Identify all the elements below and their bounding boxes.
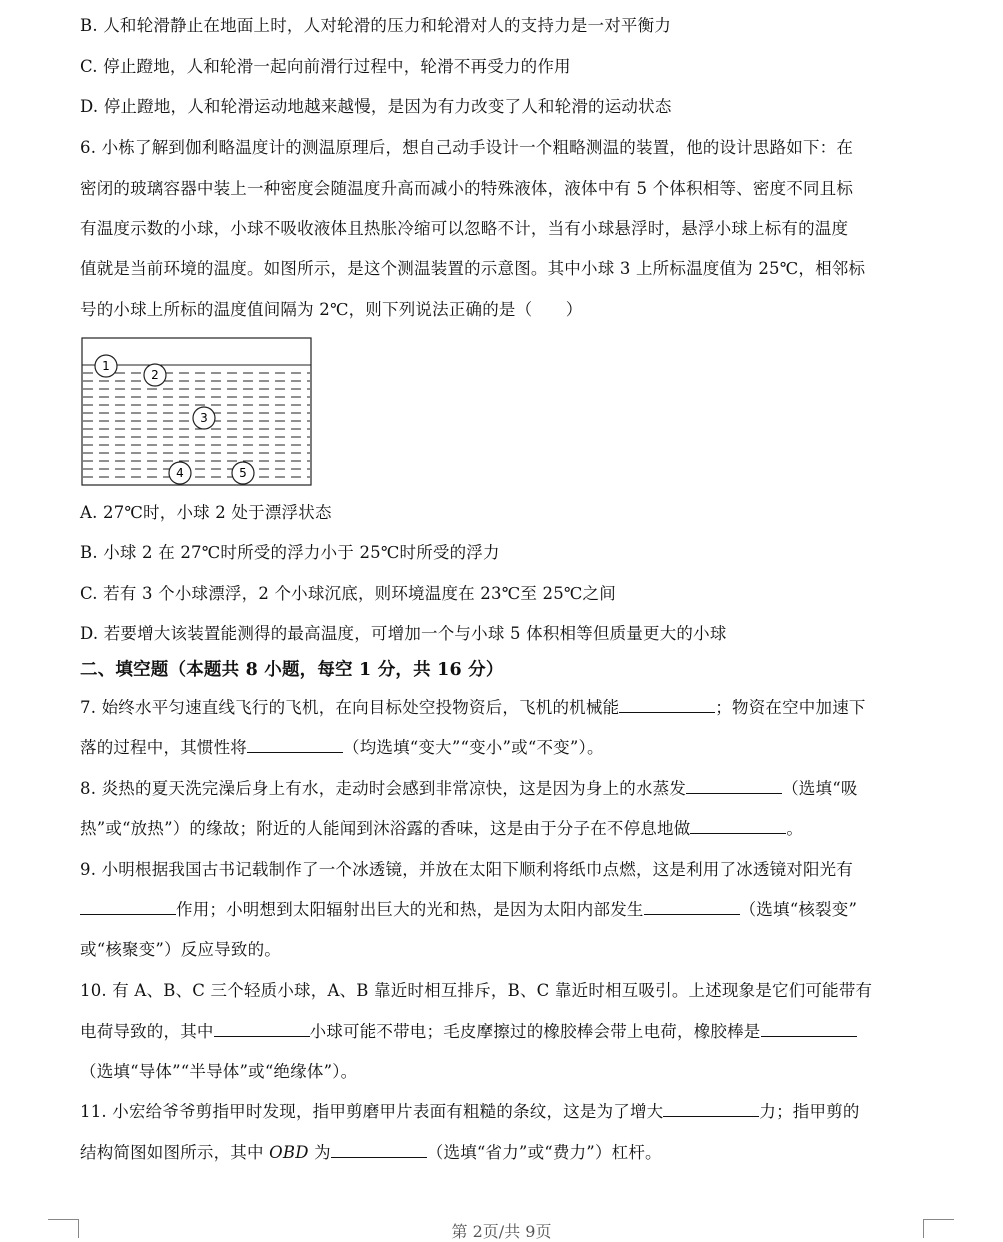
answer-blank[interactable]	[644, 900, 740, 915]
answer-blank[interactable]	[690, 819, 786, 834]
q7-text-c: 落的过程中，其惯性将	[80, 738, 247, 757]
q9-line-3: 或“核聚变”）反应导致的。	[80, 940, 281, 959]
q11-text-a: 11. 小宏给爷爷剪指甲时发现，指甲剪磨甲片表面有粗糙的条纹，这是为了增大	[80, 1102, 664, 1121]
page-footer: 第 2页/共 9页	[451, 1222, 552, 1241]
q10-line-3: （选填“导体”“半导体”或“绝缘体”）。	[80, 1062, 358, 1081]
q7-line-1	[80, 698, 866, 718]
option-d-q5: D. 停止蹬地，人和轮滑运动地越来越慢，是因为有力改变了人和轮滑的运动状态	[80, 97, 672, 116]
q10-text-c: 小球可能不带电；毛皮摩擦过的橡胶棒会带上电荷，橡胶棒是	[309, 1022, 761, 1041]
q6-option-b: B. 小球 2 在 27℃时所受的浮力小于 25℃时所受的浮力	[80, 543, 500, 562]
q7-text-a: 7. 始终水平匀速直线飞行的飞机，在向目标处空投物资后，飞机的机械能	[80, 698, 620, 717]
ball-3-label: 3	[200, 411, 208, 425]
answer-blank[interactable]	[663, 1102, 759, 1117]
q9-line-1: 9. 小明根据我国古书记载制作了一个冰透镜，并放在太阳下顺利将纸巾点燃，这是利用了冰透镜对阳光有	[80, 860, 854, 879]
q11-line-2	[80, 1143, 662, 1163]
ball-4	[169, 462, 191, 484]
q7-text-b: ；物资在空中加速下	[715, 698, 866, 717]
q10-line-2	[80, 1022, 857, 1042]
q9-text-b: 作用；小明想到太阳辐射出巨大的光和热，是因为太阳内部发生	[176, 900, 644, 919]
q6-stem-line-4: 值就是当前环境的温度。如图所示，是这个测温装置的示意图。其中小球 3 上所标温度值为 25℃，相邻标	[80, 259, 866, 278]
ball-1	[95, 355, 117, 377]
q10-line-1: 10. 有 A、B、C 三个轻质小球，A、B 靠近时相互排斥，B、C 靠近时相互吸引。上述现象是它们可能带有	[80, 981, 873, 1000]
thermometer-figure	[81, 337, 313, 487]
answer-blank[interactable]	[761, 1022, 857, 1037]
q6-option-a: A. 27℃时，小球 2 处于漂浮状态	[80, 503, 332, 522]
q9-line-2	[80, 900, 857, 920]
ball-2	[144, 364, 166, 386]
answer-blank[interactable]	[619, 698, 715, 713]
q6-stem-line-3: 有温度示数的小球，小球不吸收液体且热胀冷缩可以忽略不计，当有小球悬浮时，悬浮小球上标有的温度	[80, 219, 849, 238]
q9-text-c: （选填“核裂变”	[739, 900, 858, 919]
q6-stem-line-1: 6. 小栋了解到伽利略温度计的测温原理后，想自己动手设计一个粗略测温的装置，他的设计思路如下：在	[80, 138, 854, 157]
q8-text-b: （选填“吸	[782, 779, 858, 798]
q11-text-e: （选填“省力”或“费力”）杠杆。	[426, 1143, 662, 1162]
q11-obd: OBD	[269, 1143, 309, 1162]
ball-1-label: 1	[102, 359, 110, 373]
option-c-q5: C. 停止蹬地，人和轮滑一起向前滑行过程中，轮滑不再受力的作用	[80, 57, 571, 76]
answer-blank[interactable]	[214, 1022, 310, 1037]
q6-option-c: C. 若有 3 个小球漂浮，2 个小球沉底，则环境温度在 23℃至 25℃之间	[80, 584, 616, 603]
answer-blank[interactable]	[247, 738, 343, 753]
q8-line-2	[80, 819, 803, 839]
q6-option-d: D. 若要增大该装置能测得的最高温度，可增加一个与小球 5 体积相等但质量更大的小球	[80, 624, 727, 643]
ball-2-label: 2	[151, 368, 159, 382]
q11-line-1	[80, 1102, 860, 1122]
q8-line-1	[80, 779, 858, 799]
answer-blank[interactable]	[80, 900, 176, 915]
option-b-q5: B. 人和轮滑静止在地面上时，人对轮滑的压力和轮滑对人的支持力是一对平衡力	[80, 16, 672, 35]
section-heading: 二、填空题（本题共 8 小题，每空 1 分，共 16 分）	[80, 660, 504, 680]
q8-text-a: 8. 炎热的夏天洗完澡后身上有水，走动时会感到非常凉快，这是因为身上的水蒸发	[80, 779, 687, 798]
ball-5	[232, 462, 254, 484]
q11-text-d: 为	[308, 1143, 331, 1162]
ball-5-label: 5	[239, 466, 247, 480]
q11-text-b: 力；指甲剪的	[759, 1102, 860, 1121]
q10-text-b: 电荷导致的，其中	[80, 1022, 214, 1041]
q8-text-d: 。	[786, 819, 804, 838]
q7-text-d: （均选填“变大”“变小”或“不变”）。	[343, 738, 604, 757]
q8-text-c: 热”或“放热”）的缘故；附近的人能闻到沐浴露的香味，这是由于分子在不停息地做	[80, 819, 691, 838]
q11-text-c: 结构简图如图所示，其中	[80, 1143, 270, 1162]
q7-line-2	[80, 738, 604, 758]
q6-stem-line-5: 号的小球上所标的温度值间隔为 2℃，则下列说法正确的是（ ）	[80, 300, 583, 319]
answer-blank[interactable]	[331, 1143, 427, 1158]
q6-stem-line-2: 密闭的玻璃容器中装上一种密度会随温度升高而减小的特殊液体，液体中有 5 个体积相等、密度不同且标	[80, 179, 854, 198]
ball-3	[193, 407, 215, 429]
answer-blank[interactable]	[686, 779, 782, 794]
ball-4-label: 4	[176, 466, 184, 480]
